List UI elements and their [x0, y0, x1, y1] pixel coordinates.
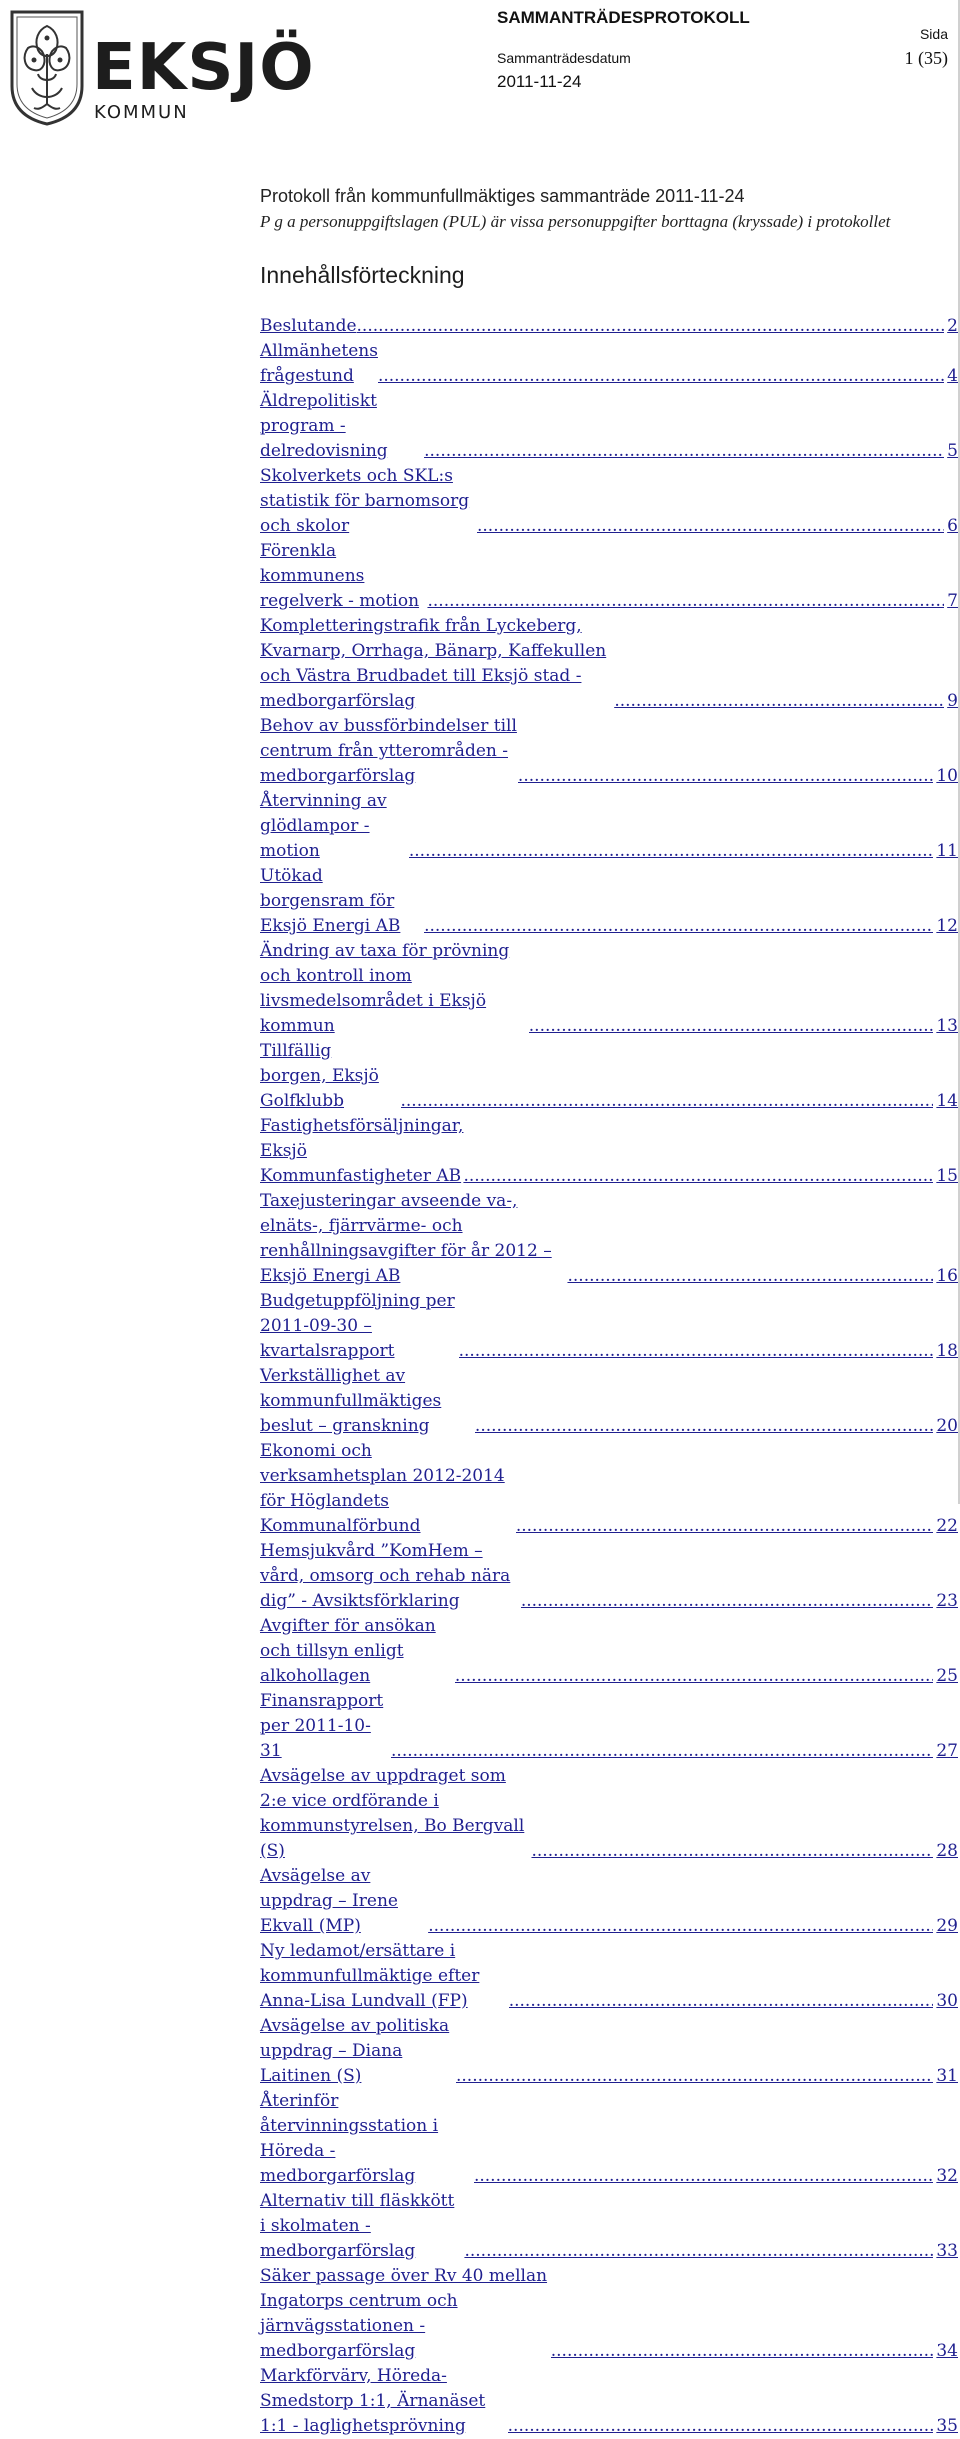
toc-entry-title: Tillfällig borgen, Eksjö Golfklubb: [260, 1041, 379, 1111]
toc-entry-title: Avsägelse av politiska uppdrag – Diana Laitinen (S): [260, 2016, 450, 2086]
toc-link[interactable]: [260, 539, 958, 614]
leader-dots: [424, 439, 944, 464]
toc-link[interactable]: [260, 614, 958, 714]
toc-entry: [260, 1364, 958, 1439]
toc-entry: [260, 1764, 958, 1864]
toc-entry: [260, 539, 958, 614]
toc-entry: [260, 1114, 958, 1189]
toc-entry-page: 32: [936, 2166, 958, 2186]
toc-entry-page: 4: [947, 366, 958, 386]
page-number: 1 (35): [904, 48, 948, 68]
leader-dots: [401, 1089, 934, 1114]
leader-dots: [464, 2239, 933, 2264]
intro-line-2: P g a personuppgiftslagen (PUL) är vissa personuppgifter borttagna (kryssade) i protokollet: [260, 212, 891, 231]
leader-dots: [531, 1839, 933, 1864]
toc-entry-title: Äldrepolitiskt program - delredovisning: [260, 391, 388, 461]
leader-dots: [456, 2064, 933, 2089]
toc-entry-title: Budgetuppföljning per 2011-09-30 – kvartalsrapport: [260, 1291, 455, 1361]
toc-entry: [260, 314, 958, 339]
toc-entry-title: Alternativ till fläskkött i skolmaten - medborgarförslag: [260, 2191, 455, 2261]
toc-entry-title: Allmänhetens frågestund: [260, 341, 378, 386]
toc-entry-title: Ändring av taxa för prövning och kontroll inom livsmedelsområdet i Eksjö kommun: [260, 941, 510, 1036]
toc-entry-title: Förenkla kommunens regelverk - motion: [260, 541, 420, 611]
leader-dots: [409, 839, 933, 864]
toc-entry-page: 18: [936, 1341, 958, 1361]
leader-dots: [427, 589, 944, 614]
leader-dots: [455, 1664, 933, 1689]
leader-dots: [516, 1514, 934, 1539]
toc-link[interactable]: [260, 1689, 958, 1764]
leader-dots: [391, 1739, 933, 1764]
toc-entry: [260, 789, 958, 864]
toc-entry-page: 12: [936, 916, 958, 936]
toc-link[interactable]: [260, 389, 958, 464]
toc-entry-page: 13: [936, 1016, 958, 1036]
intro-line-1: Protokoll från kommunfullmäktiges sammanträde 2011-11-24: [260, 186, 745, 206]
toc-entry-title: Finansrapport per 2011-10-31: [260, 1691, 384, 1761]
toc-entry-title: Beslutande: [260, 316, 357, 336]
toc-entry-page: 11: [936, 841, 958, 861]
protocol-title: SAMMANTRÄDESPROTOKOLL: [497, 8, 750, 27]
leader-dots: [529, 1014, 934, 1039]
toc-link[interactable]: [260, 339, 958, 389]
toc-entry-title: Säker passage över Rv 40 mellan Ingatorps centrum och järnvägsstationen - medborgarförslag: [260, 2266, 548, 2361]
toc-entry-page: 27: [936, 1741, 958, 1761]
toc-link[interactable]: [260, 2264, 958, 2364]
meeting-date: 2011-11-24: [497, 72, 582, 91]
toc-entry-page: 28: [936, 1841, 958, 1861]
leader-dots: [463, 1164, 933, 1189]
toc-entry: [260, 1439, 958, 1539]
toc-entry-title: Skolverkets och SKL:s statistik för barnomsorg och skolor: [260, 466, 470, 536]
toc-entry-page: 29: [936, 1916, 958, 1936]
toc-link[interactable]: [260, 1289, 958, 1364]
toc-link[interactable]: [260, 1439, 958, 1539]
toc-heading: Innehållsförteckning: [260, 262, 465, 288]
leader-dots: [477, 514, 944, 539]
toc-link[interactable]: [260, 1614, 958, 1689]
leader-dots: [474, 2164, 933, 2189]
toc-entry-page: 2: [947, 316, 958, 336]
toc-link[interactable]: [260, 1764, 958, 1864]
toc-entry-page: 5: [947, 441, 958, 461]
toc-link[interactable]: [260, 464, 958, 539]
leader-dots: [521, 1589, 934, 1614]
toc-entry: [260, 939, 958, 1039]
toc-entry-page: 31: [936, 2066, 958, 2086]
toc-entry: [260, 1614, 958, 1689]
toc-entry: [260, 339, 958, 389]
toc-link[interactable]: [260, 714, 958, 789]
toc-entry: [260, 1864, 958, 1939]
toc-entry: [260, 2189, 958, 2264]
toc-entry-title: Avsägelse av uppdraget som 2:e vice ordförande i kommunstyrelsen, Bo Bergvall (S): [260, 1766, 525, 1861]
toc-entry: [260, 614, 958, 714]
toc-entry-page: 6: [947, 516, 958, 536]
leader-dots: [424, 914, 933, 939]
toc-entry: [260, 1539, 958, 1614]
toc-entry-page: 33: [936, 2241, 958, 2261]
toc-entry-page: 15: [936, 1166, 958, 1186]
toc-entry: [260, 1939, 958, 2014]
leader-dots: [567, 1264, 933, 1289]
toc-entry: [260, 1189, 958, 1289]
toc-link[interactable]: [260, 2364, 958, 2439]
toc-link[interactable]: [260, 1189, 958, 1289]
toc-link[interactable]: [260, 1864, 958, 1939]
logo-wordmark: EKSJÖ: [92, 31, 315, 105]
toc-entry: [260, 464, 958, 539]
toc-entry-title: Utökad borgensram för Eksjö Energi AB: [260, 866, 401, 936]
toc-link[interactable]: [260, 1364, 958, 1439]
toc-entry-title: Ekonomi och verksamhetsplan 2012-2014 för Höglandets Kommunalförbund: [260, 1441, 505, 1536]
leader-dots: [614, 689, 944, 714]
toc-link[interactable]: [260, 314, 958, 339]
toc-entry-title: Kompletteringstrafik från Lyckeberg, Kvarnarp, Orrhaga, Bänarp, Kaffekullen och Västra Brudbadet till Eksjö stad - medborgarförslag: [260, 616, 607, 711]
coat-of-arms-icon: [8, 8, 86, 126]
toc-entry: [260, 2014, 958, 2089]
toc-entry: [260, 1039, 958, 1114]
toc-entry-title: Återinför återvinningsstation i Höreda - medborgarförslag: [260, 2091, 439, 2186]
toc-entry-page: 20: [936, 1416, 958, 1436]
toc-entry: [260, 1689, 958, 1764]
toc-entry-page: 23: [936, 1591, 958, 1611]
leader-dots: [518, 764, 933, 789]
toc-entry-page: 9: [947, 691, 958, 711]
leader-dots: [459, 1339, 934, 1364]
toc-entry-page: 25: [936, 1666, 958, 1686]
toc-link[interactable]: [260, 1539, 958, 1614]
table-of-contents: [260, 314, 958, 2439]
toc-entry-page: 34: [936, 2341, 958, 2361]
toc-entry-page: 14: [936, 1091, 958, 1111]
toc-link[interactable]: [260, 2189, 958, 2264]
page-label: Sida: [919, 26, 948, 42]
toc-entry-page: 35: [936, 2416, 958, 2436]
toc-entry-title: Fastighetsförsäljningar, Eksjö Kommunfastigheter AB: [260, 1116, 464, 1186]
toc-entry-page: 22: [936, 1516, 958, 1536]
toc-link[interactable]: [260, 789, 958, 864]
leader-dots: [475, 1414, 933, 1439]
toc-entry-title: Ny ledamot/ersättare i kommunfullmäktige efter Anna-Lisa Lundvall (FP): [260, 1941, 480, 2011]
leader-dots: [357, 314, 945, 339]
toc-entry-page: 16: [936, 1266, 958, 1286]
leader-dots: [428, 1914, 933, 1939]
toc-entry: [260, 714, 958, 789]
toc-entry-title: Taxejusteringar avseende va-, elnäts-, fjärrvärme- och renhållningsavgifter för år 2012 – Eksjö Energi AB: [260, 1191, 552, 1286]
leader-dots: [508, 2414, 934, 2439]
toc-entry-page: 30: [936, 1991, 958, 2011]
toc-entry-title: Markförvärv, Höreda- Smedstorp 1:1, Ärnanäset 1:1 - laglighetsprövning: [260, 2366, 486, 2436]
toc-entry: [260, 2089, 958, 2189]
toc-entry-title: Avgifter för ansökan och tillsyn enligt alkohollagen: [260, 1616, 436, 1686]
toc-entry-title: Hemsjukvård ”KomHem – vård, omsorg och rehab nära dig” - Avsiktsförklaring: [260, 1541, 511, 1611]
toc-entry-title: Behov av bussförbindelser till centrum från ytterområden - medborgarförslag: [260, 716, 517, 786]
toc-link[interactable]: [260, 2014, 958, 2089]
leader-dots: [551, 2339, 934, 2364]
toc-entry-page: 7: [947, 591, 958, 611]
toc-link[interactable]: [260, 1114, 958, 1189]
toc-entry-title: Återvinning av glödlampor - motion: [260, 791, 387, 861]
eksjo-kommun-logo: [8, 8, 315, 130]
toc-link[interactable]: [260, 939, 958, 1039]
toc-entry: [260, 389, 958, 464]
toc-link[interactable]: [260, 2089, 958, 2189]
toc-entry: [260, 864, 958, 939]
toc-link[interactable]: [260, 1939, 958, 2014]
toc-entry: [260, 2264, 958, 2364]
leader-dots: [378, 364, 944, 389]
meeting-date-label: Sammanträdesdatum: [497, 50, 631, 66]
toc-entry-title: Verkställighet av kommunfullmäktiges beslut – granskning: [260, 1366, 442, 1436]
toc-entry: [260, 2364, 958, 2439]
logo-subtitle: KOMMUN: [94, 102, 189, 123]
toc-entry-page: 10: [936, 766, 958, 786]
toc-entry-title: Avsägelse av uppdrag – Irene Ekvall (MP): [260, 1866, 398, 1936]
toc-entry: [260, 1289, 958, 1364]
leader-dots: [509, 1989, 934, 2014]
toc-link[interactable]: [260, 1039, 958, 1114]
toc-link[interactable]: [260, 864, 958, 939]
